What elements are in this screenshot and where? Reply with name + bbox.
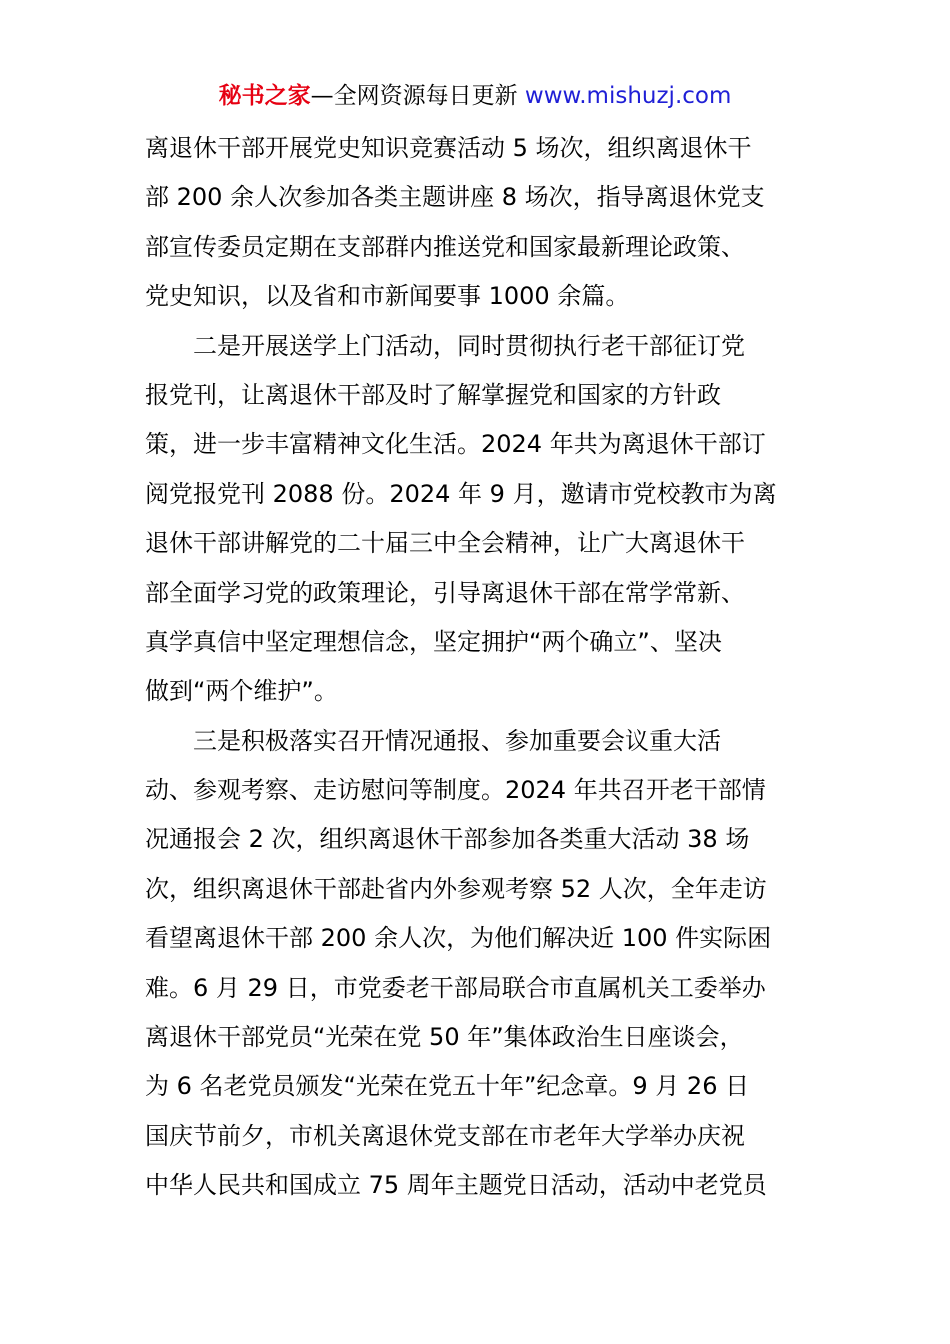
text-line: 离退休干部党员“光荣在党 50 年”集体政治生日座谈会， (145, 1023, 744, 1052)
paragraph (145, 124, 810, 322)
text-line: 三是积极落实召开情况通报、参加重要会议重大活 (193, 726, 721, 755)
text-line: 况通报会 2 次，组织离退休干部参加各类重大活动 38 场 (145, 825, 750, 854)
brand-name: 秘书之家 (218, 83, 311, 109)
text-line: 二是开展送学上门活动，同时贯彻执行老干部征订党 (193, 331, 745, 360)
text-line: 难。6 月 29 日，市党委老干部局联合市直属机关工委举办 (145, 973, 766, 1002)
text-line: 看望离退休干部 200 余人次，为他们解决近 100 件实际困 (145, 924, 772, 953)
text-line: 部宣传委员定期在支部群内推送党和国家最新理论政策、 (145, 232, 745, 261)
text-line: 中华人民共和国成立 75 周年主题党日活动，活动中老党员 (145, 1171, 767, 1200)
text-line: 退休干部讲解党的二十届三中全会精神，让广大离退休干 (145, 529, 745, 558)
text-line: 离退休干部开展党史知识竞赛活动 5 场次，组织离退休干 (145, 134, 752, 162)
document-body (145, 124, 810, 1211)
paragraph (145, 322, 810, 717)
text-line: 部全面学习党的政策理论，引导离退休干部在常学常新、 (145, 578, 745, 607)
text-line: 党史知识，以及省和市新闻要事 1000 余篇。 (145, 282, 630, 311)
text-line: 报党刊，让离退休干部及时了解掌握党和国家的方针政 (145, 380, 721, 409)
text-line: 做到“两个维护”。 (145, 677, 338, 706)
text-line: 国庆节前夕，市机关离退休党支部在市老年大学举办庆祝 (145, 1121, 745, 1150)
text-line: 为 6 名老党员颁发“光荣在党五十年”纪念章。9 月 26 日 (145, 1072, 750, 1101)
text-line: 真学真信中坚定理想信念，坚定拥护“两个确立”、坚决 (145, 627, 722, 656)
text-line: 部 200 余人次参加各类主题讲座 8 场次，指导离退休党支 (145, 183, 765, 212)
paragraph (145, 717, 810, 1211)
page-header (0, 80, 950, 112)
text-line: 动、参观考察、走访慰问等制度。2024 年共召开老干部情 (145, 776, 766, 805)
text-line: 次，组织离退休干部赴省内外参观考察 52 人次，全年走访 (145, 874, 767, 903)
header-slogan: —全网资源每日更新 (310, 83, 518, 109)
site-url[interactable]: www.mishuzj.com (524, 83, 732, 109)
text-line: 阅党报党刊 2088 份。2024 年 9 月，邀请市党校教市为离 (145, 479, 777, 508)
text-line: 策，进一步丰富精神文化生活。2024 年共为离退休干部订 (145, 430, 766, 459)
